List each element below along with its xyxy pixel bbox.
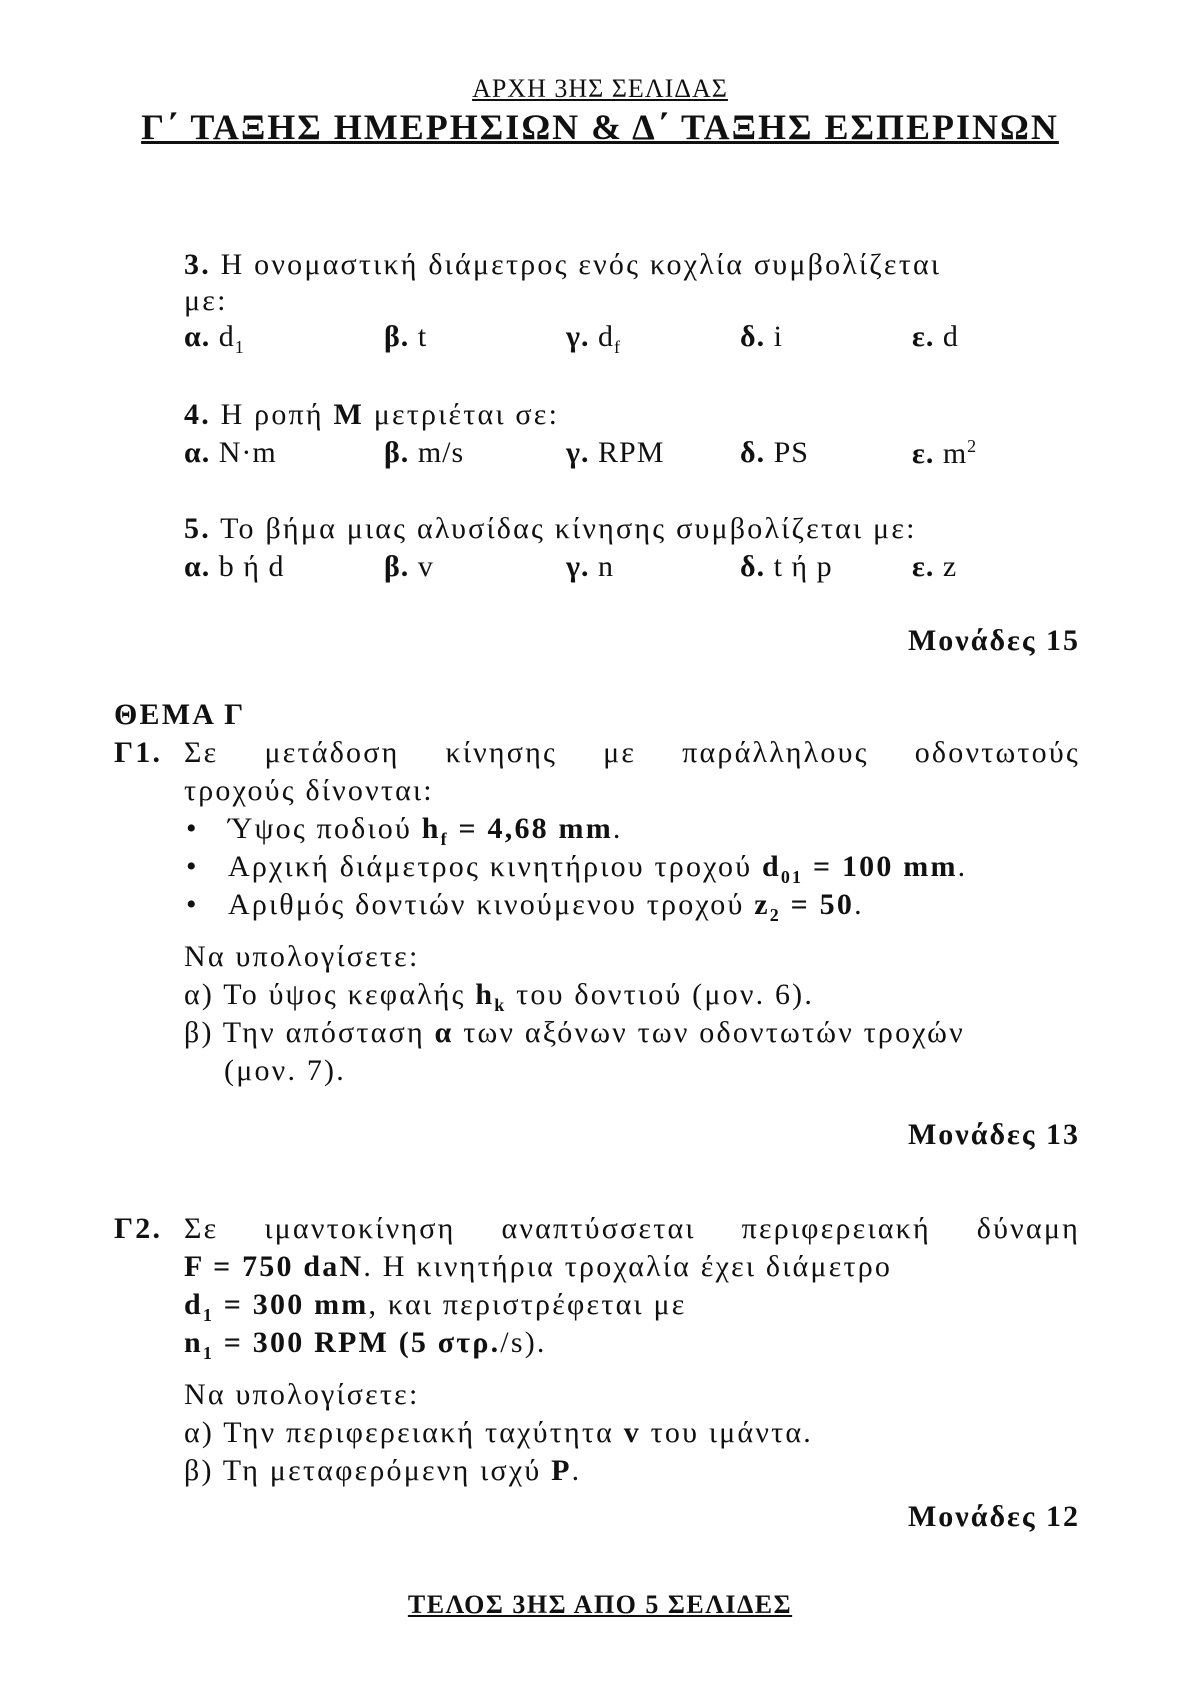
q4-number: 4. <box>184 398 211 431</box>
q5-text: Το βήμα μιας αλυσίδας κίνησης συμβολίζεται με: <box>220 512 917 545</box>
q4-text-b: μετριέται σε: <box>373 398 560 431</box>
q4-symbol: M <box>333 398 364 431</box>
q3-number: 3. <box>184 248 211 281</box>
q5-option-c: γ. n <box>566 550 615 583</box>
page-end-footer: ΤΕΛΟΣ 3ΗΣ ΑΠΟ 5 ΣΕΛΙΔΕΣ <box>407 1590 793 1619</box>
g1-part-b: β) Την απόσταση α των αξόνων των οδοντωτών τροχών <box>184 1016 965 1049</box>
g2-calc-label: Να υπολογίσετε: <box>184 1378 420 1411</box>
g2-line3: $d_1 = 300$ mm, και περιστρέφεται με <box>184 1288 687 1325</box>
q4-option-a: α. N·m <box>184 436 277 469</box>
g2-part-a: α) Την περιφερειακή ταχύτητα v του ιμάντα. <box>184 1416 813 1449</box>
q3-line2: με: <box>184 284 228 317</box>
g1-bullet-2: Αρχική διάμετρος κινητήριου τροχού $d_{01} = 100$ mm. <box>228 850 968 887</box>
g1-bullet-3: Αριθμός δοντιών κινούμενου τροχού $z_2 = 50$. <box>228 888 864 925</box>
class-header: Γ΄ ΤΑΞΗΣ ΗΜΕΡΗΣΙΩΝ & Δ΄ ΤΑΞΗΣ ΕΣΠΕΡΙΝΩΝ <box>141 107 1059 147</box>
g2-line1: Σε ιμαντοκίνηση αναπτύσσεται περιφερειακή δύναμη <box>184 1212 1080 1245</box>
q4-option-d: δ. PS <box>740 436 809 469</box>
g1-label: Γ1. <box>114 736 163 769</box>
q3-option-c: γ. $d_f$ <box>566 320 622 357</box>
q4-option-b: β. m/s <box>384 436 465 469</box>
section-title: ΘΕΜΑ Γ <box>114 698 246 731</box>
g1-bullet-1: Ύψος ποδιού $h_f = 4,68$ mm. <box>228 812 623 849</box>
q3-line1 <box>184 248 1080 282</box>
bullet-icon: • <box>186 888 197 921</box>
q5-option-d: δ. t ή p <box>740 550 833 583</box>
g1-line2: τροχούς δίνονται: <box>184 774 434 807</box>
g1-part-b-line2: (μον. 7). <box>224 1054 346 1087</box>
q3-option-a: α. $d_1$ <box>184 320 245 357</box>
q3-text: Η ονομαστική διάμετρος ενός κοχλία συμβολίζεται <box>220 248 942 281</box>
q5-number: 5. <box>184 512 211 545</box>
units-12: Μονάδες 12 <box>907 1500 1080 1533</box>
q4-line1 <box>184 398 559 432</box>
q5-line1 <box>184 512 917 546</box>
q4-option-e: ε. $m^2$ <box>912 436 978 470</box>
q5-option-b: β. v <box>384 550 434 583</box>
g1-part-a: α) Το ύψος κεφαλής $h_k$ του δοντιού (μον. 6). <box>184 978 815 1015</box>
q5-option-a: α. b ή d <box>184 550 285 583</box>
g1-calc-label: Να υπολογίσετε: <box>184 940 420 973</box>
g1-line1: Σε μετάδοση κίνησης με παράλληλους οδοντωτούς <box>184 736 1080 769</box>
q4-option-c: γ. RPM <box>566 436 665 469</box>
g2-line2: F = 750 daN. Η κινητήρια τροχαλία έχει διάμετρο <box>184 1250 893 1283</box>
units-13: Μονάδες 13 <box>907 1118 1080 1151</box>
g2-label: Γ2. <box>114 1212 163 1245</box>
q3-option-b: β. t <box>384 320 428 353</box>
bullet-icon: • <box>186 812 197 845</box>
q3-option-e: ε. d <box>912 320 959 353</box>
bullet-icon: • <box>186 850 197 883</box>
q4-text-a: Η ροπή <box>220 398 324 431</box>
g2-part-b: β) Τη μεταφερόμενη ισχύ P. <box>184 1454 582 1487</box>
page-start-header: ΑΡΧΗ 3ΗΣ ΣΕΛΙΔΑΣ <box>472 74 728 103</box>
g2-line4: $n_1 = 300$ RPM (5 στρ./s). <box>184 1326 547 1363</box>
q3-option-d: δ. i <box>740 320 783 353</box>
units-15: Μονάδες 15 <box>907 624 1080 657</box>
q5-option-e: ε. z <box>912 550 958 583</box>
